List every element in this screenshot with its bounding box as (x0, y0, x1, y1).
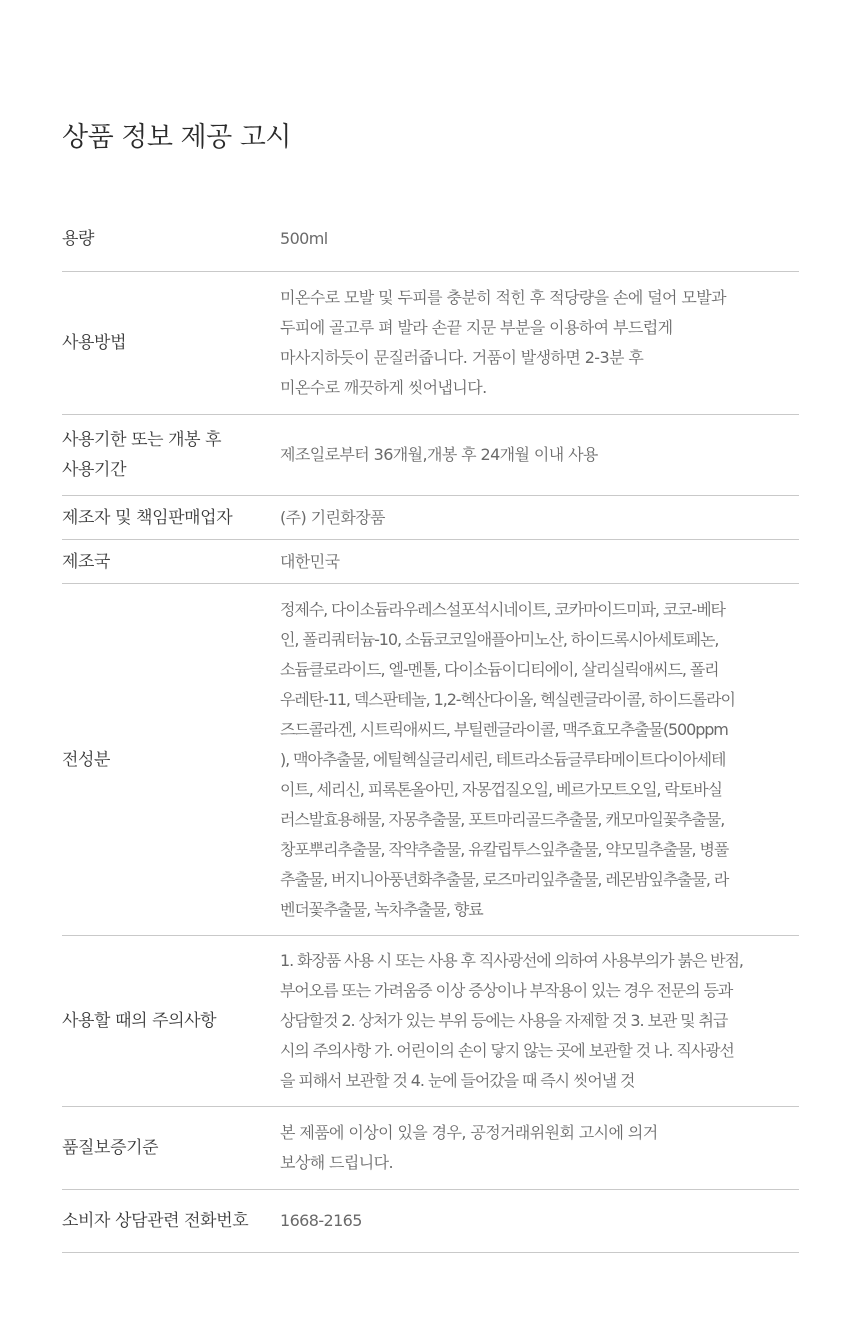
row-value: (주) 기린화장품 (280, 507, 385, 527)
row-label: 사용기한 또는 개봉 후 사용기간 (62, 430, 222, 480)
row-label: 사용할 때의 주의사항 (62, 1011, 217, 1031)
row-value: 정제수, 다이소듐라우레스설포석시네이트, 코카마이드미파, 코코-베타 인, 폴리쿼터늄-10, 소듐코코일애플아미노산, 하이드록시아세토페논, 소듐클로라이드, 엘-멘톨, 다이소듐이디티에이, 살리실릭애씨드, 폴리 우레탄-11, 덱스판테놀, 1,2-헥산다이올, 헥실렌글라이콜, 하이드롤라이 즈드콜라겐, 시트릭애씨드, 부틸렌글라이콜, 맥주효모추출물(500ppm ), 맥아추출물, 에틸헥실글리세린, 테트라소듐글루타메이트다이아세테 이트, 세리신, 피록톤올아민, 자몽껍질오일, 베르가모트오일, 락토바실 러스발효용해물, 자몽추출물, 포트마리골드추출물, 캐모마일꽃추출물, 창포뿌리추출물, 작약추출물, 유칼립투스잎추출물, 약모밀추출물, 병풀 추출물, 버지니아풍년화추출물, 로즈마리잎추출물, 레몬밤잎추출물, 라 벤더꽃추출물, 녹차추출물, 향료 (280, 599, 735, 919)
row-label: 용량 (62, 228, 95, 249)
row-value: 본 제품에 이상이 있을 경우, 공정거래위원회 고시에 의거 보상해 드립니다. (280, 1123, 658, 1172)
table-row (62, 415, 799, 496)
row-label: 사용방법 (62, 333, 127, 353)
table-row (62, 496, 799, 540)
row-label: 품질보증기준 (62, 1138, 159, 1158)
row-value: 미온수로 모발 및 두피를 충분히 적힌 후 적당량을 손에 덜어 모발과 두피에 골고루 펴 발라 손끝 지문 부분을 이용하여 부드럽게 마사지하듯이 문질러줍니다. 거품이 발생하면 2-3분 후 미온수로 깨끗하게 씻어냅니다. (280, 288, 726, 397)
row-value: 500ml (280, 228, 328, 248)
table-row (62, 584, 799, 936)
row-label: 제조국 (62, 551, 111, 572)
page-title: 상품 정보 제공 고시 (62, 122, 291, 153)
row-label: 제조자 및 책임판매업자 (62, 507, 233, 528)
table-row (62, 936, 799, 1107)
table-row (62, 540, 799, 584)
product-info-notice (62, 118, 799, 1253)
row-label: 전성분 (62, 749, 111, 770)
row-value: 1. 화장품 사용 시 또는 사용 후 직사광선에 의하여 사용부의가 붉은 반점, 부어오름 또는 가려움증 이상 증상이나 부작용이 있는 경우 전문의 등과 상담할것 2. 상처가 있는 부위 등에는 사용을 자제할 것 3. 보관 및 취급 시의 주의사항 가. 어린이의 손이 닿지 않는 곳에 보관할 것 나. 직사광선 을 피해서 보관할 것 4. 눈에 들어갔을 때 즉시 씻어낼 것 (280, 951, 743, 1090)
table-row (62, 1190, 799, 1253)
row-value: 제조일로부터 36개월,개봉 후 24개월 이내 사용 (280, 445, 598, 464)
row-value: 1668-2165 (280, 1211, 362, 1230)
row-label: 소비자 상담관련 전화번호 (62, 1211, 249, 1231)
table-row (62, 1107, 799, 1190)
table-row (62, 272, 799, 415)
row-value: 대한민국 (280, 551, 340, 571)
info-table (62, 206, 799, 1253)
table-row (62, 206, 799, 272)
